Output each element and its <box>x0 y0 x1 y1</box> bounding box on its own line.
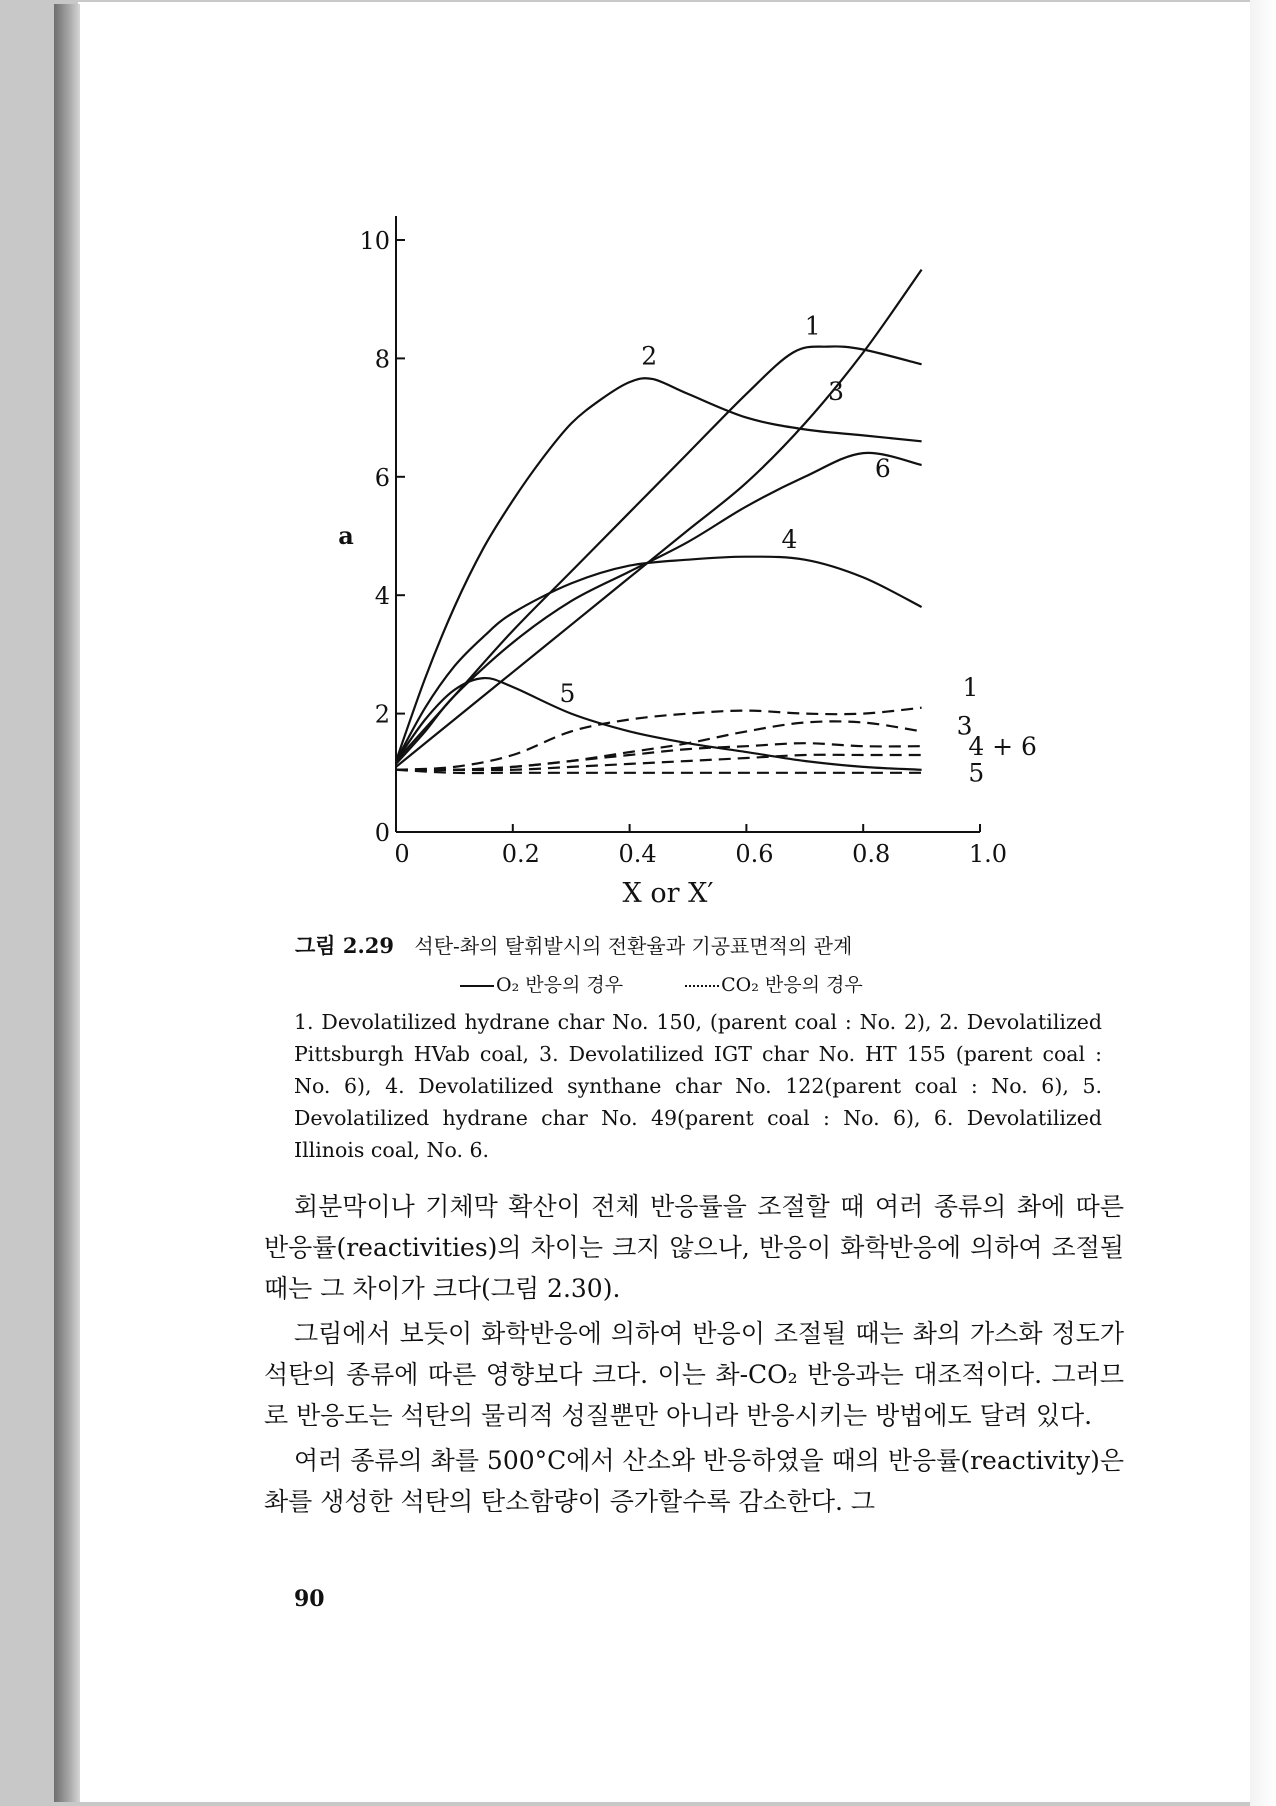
figure-legend <box>460 970 863 997</box>
curve-label: 3 <box>956 711 973 741</box>
legend-solid-text: O₂ 반응의 경우 <box>496 974 624 996</box>
figure-notes <box>294 1006 1102 1166</box>
x-tick-label: 0.6 <box>735 840 774 868</box>
figure-title: 석탄-촤의 탈휘발시의 전환율과 기공표면적의 관계 <box>414 934 853 958</box>
curve-label: 2 <box>641 341 658 371</box>
y-tick-label: 6 <box>374 463 390 492</box>
figure-number: 그림 2.29 <box>295 933 395 958</box>
figure-caption <box>295 930 852 960</box>
page-edge <box>1250 0 1276 1806</box>
series-line-solid-4 <box>396 557 922 761</box>
curve-label: 5 <box>559 678 576 708</box>
curve-label: 4 + 6 <box>968 732 1037 762</box>
figure-notes-text: 1. Devolatilized hydrane char No. 150, (parent coal : No. 2), 2. Devolatilized Pittsburgh HVab coal, 3. Devolatilized IGT char No. HT 155 (parent coal : No. 6), 4. Devolatilized synthane char No. 122(parent coal : No. 6), 5. Devolatilized hydrane char No. 49(parent coal : No. 6), 6. Devolatilized Illinois coal, No. 6. <box>294 1010 1102 1162</box>
curve-label: 5 <box>968 758 985 788</box>
body-paragraph-2: 그림에서 보듯이 화학반응에 의하여 반응이 조절될 때는 촤의 가스화 정도가 석탄의 종류에 따른 영향보다 크다. 이는 촤-CO₂ 반응과는 대조적이다. 그러므로 반응도는 석탄의 물리적 성질뿐만 아니라 반응시키는 방법에도 달려 있다. <box>264 1319 1124 1430</box>
y-tick-label: 10 <box>359 227 390 255</box>
curve-label: 1 <box>962 672 979 702</box>
curve-label: 3 <box>828 376 845 406</box>
y-tick-label: 2 <box>374 700 390 729</box>
page-number: 90 <box>294 1586 325 1612</box>
curve-label: 6 <box>874 453 891 483</box>
series-line-dashed-6 <box>396 755 922 770</box>
x-tick-label: 0.4 <box>618 840 657 868</box>
legend-dotted-text: CO₂ 반응의 경우 <box>721 974 863 996</box>
x-tick-label: 0.8 <box>852 840 891 868</box>
book-spine <box>54 4 80 1802</box>
series-line-solid-6 <box>396 453 922 764</box>
y-axis-label: a <box>338 521 354 550</box>
x-tick-label: 0 <box>394 840 410 868</box>
solid-line-swatch <box>460 985 494 987</box>
conversion-surface-area-chart <box>300 210 1037 910</box>
x-tick-label: 1.0 <box>968 840 1008 868</box>
x-tick-label: 0.2 <box>501 840 540 868</box>
body-paragraph-3: 여러 종류의 촤를 500°C에서 산소와 반응하였을 때의 반응률(reactivity)은 촤를 생성한 석탄의 탄소함량이 증가할수록 감소한다. 그 <box>264 1446 1124 1516</box>
y-tick-label: 4 <box>374 582 390 611</box>
series-line-solid-5 <box>396 678 922 770</box>
x-axis-label: X or X′ <box>622 878 714 909</box>
body-paragraph-1: 회분막이나 기체막 확산이 전체 반응률을 조절할 때 여러 종류의 촤에 따른 반응률(reactivities)의 차이는 크지 않으나, 반응이 화학반응에 의하여 조절될 때는 그 차이가 크다(그림 2.30). <box>264 1192 1124 1303</box>
dotted-line-swatch <box>685 985 719 987</box>
y-tick-label: 0 <box>374 819 390 847</box>
body-text <box>264 1186 1124 1526</box>
curve-label: 1 <box>804 311 821 341</box>
curve-label: 4 <box>781 524 798 554</box>
y-tick-label: 8 <box>374 345 390 374</box>
series-line-solid-3 <box>396 270 922 767</box>
